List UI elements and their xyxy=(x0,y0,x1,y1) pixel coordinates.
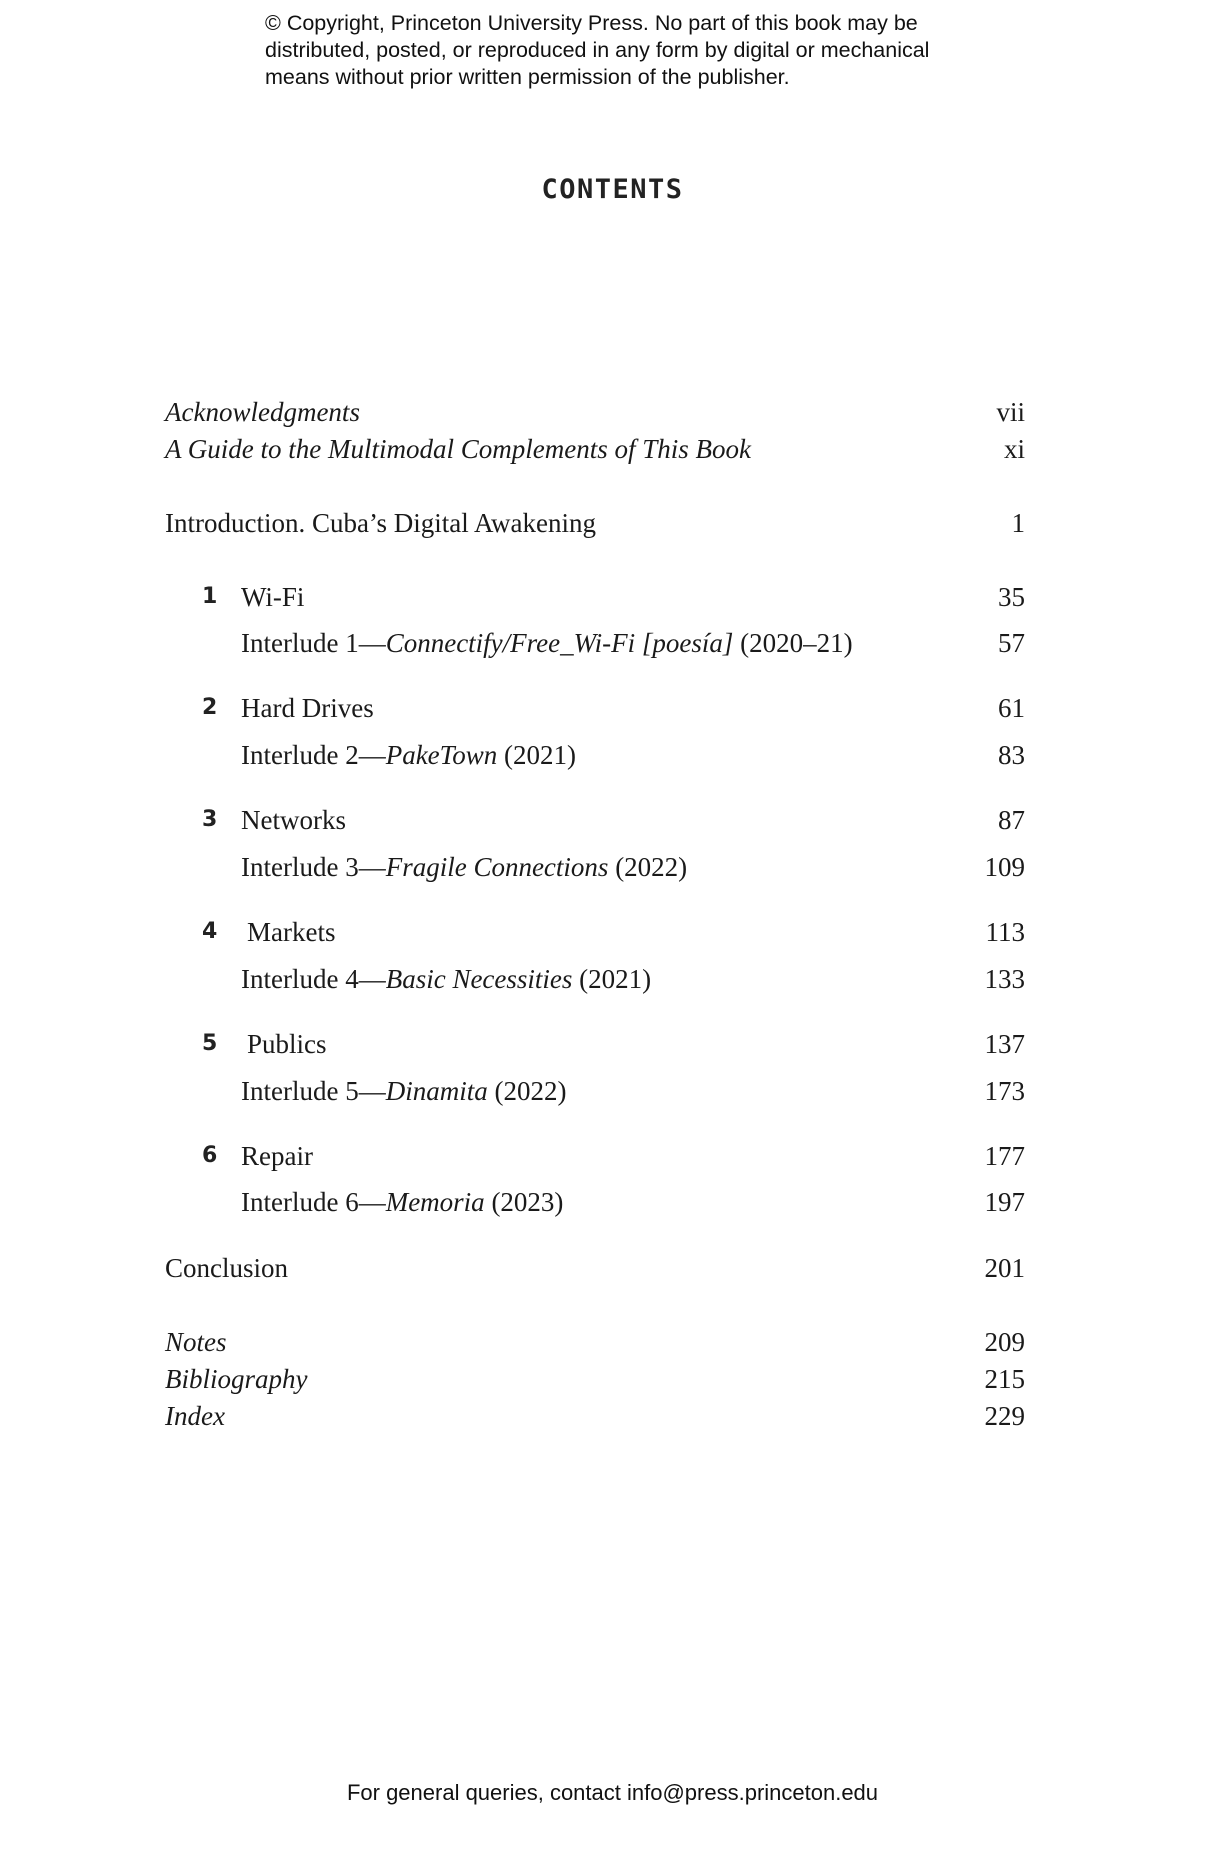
footer-contact: For general queries, contact info@press.princeton.edu xyxy=(346,1780,879,1805)
toc-interlude-2[interactable] xyxy=(0,740,1225,776)
toc-entry-label: Notes xyxy=(165,1327,227,1357)
toc-page-number: xi xyxy=(1003,434,1025,464)
chapter-number: 6 xyxy=(202,1143,218,1168)
toc-entry-label: Acknowledgments xyxy=(165,397,360,427)
toc-chapter-6[interactable] xyxy=(0,1141,1225,1177)
toc-page-number: 173 xyxy=(984,1076,1025,1106)
toc-page-number: 61 xyxy=(998,693,1025,723)
interlude-label: Interlude 4—Basic Necessities (2021) xyxy=(241,964,652,994)
copyright-line-2: distributed, posted, or reproduced in any form by digital or mechanical xyxy=(265,38,930,62)
toc-page-number: 229 xyxy=(984,1401,1025,1431)
toc-page-number: 109 xyxy=(984,852,1025,882)
toc-page-number: 201 xyxy=(984,1253,1025,1283)
toc-page-number: 215 xyxy=(984,1364,1025,1394)
toc-page-number: vii xyxy=(996,397,1025,427)
toc-interlude-5[interactable] xyxy=(0,1076,1225,1112)
toc-page-number: 137 xyxy=(984,1029,1025,1059)
toc-page-number: 35 xyxy=(998,582,1025,612)
interlude-label: Interlude 2—PakeTown (2021) xyxy=(241,740,576,770)
toc-entry-label: Introduction. Cuba’s Digital Awakening xyxy=(165,508,596,538)
toc-page-number: 87 xyxy=(998,805,1025,835)
chapter-number: 3 xyxy=(202,807,218,832)
toc-page-number: 133 xyxy=(984,964,1025,994)
toc-entry-introduction[interactable] xyxy=(0,508,1225,544)
toc-page-number: 113 xyxy=(985,917,1025,947)
toc-page-number: 197 xyxy=(984,1187,1025,1217)
copyright-line-1: © Copyright, Princeton University Press. No part of this book may be xyxy=(265,11,918,35)
toc-page-number: 177 xyxy=(984,1141,1025,1171)
toc-interlude-4[interactable] xyxy=(0,964,1225,1000)
chapter-title: Hard Drives xyxy=(241,693,374,723)
toc-chapter-2[interactable] xyxy=(0,693,1225,729)
toc-entry-bibliography[interactable] xyxy=(0,1364,1225,1400)
toc-chapter-3[interactable] xyxy=(0,805,1225,841)
copyright-line-3: means without prior written permission of the publisher. xyxy=(265,65,790,89)
toc-page-number: 1 xyxy=(1011,508,1025,538)
toc-entry-acknowledgments[interactable] xyxy=(0,397,1225,433)
toc-page-number: 209 xyxy=(984,1327,1025,1357)
toc-chapter-5[interactable] xyxy=(0,1029,1225,1065)
toc-chapter-1[interactable] xyxy=(0,582,1225,618)
chapter-title: Networks xyxy=(241,805,346,835)
toc-entry-label: Conclusion xyxy=(165,1253,289,1283)
page-title: CONTENTS xyxy=(541,174,684,205)
chapter-title: Publics xyxy=(247,1029,327,1059)
toc-page-number: 57 xyxy=(998,628,1025,658)
chapter-number: 4 xyxy=(202,919,218,944)
chapter-number: 1 xyxy=(202,584,218,609)
chapter-title: Markets xyxy=(247,917,336,947)
toc-entry-label: A Guide to the Multimodal Complements of This Book xyxy=(165,434,751,464)
toc-chapter-4[interactable] xyxy=(0,917,1225,953)
chapter-number: 5 xyxy=(202,1031,218,1056)
chapter-title: Repair xyxy=(241,1141,313,1171)
toc-entry-conclusion[interactable] xyxy=(0,1253,1225,1289)
toc-entry-multimodal-guide[interactable] xyxy=(0,434,1225,470)
chapter-number: 2 xyxy=(202,695,218,720)
toc-page-number: 83 xyxy=(998,740,1025,770)
toc-entry-label: Bibliography xyxy=(165,1364,308,1394)
toc-interlude-6[interactable] xyxy=(0,1187,1225,1223)
toc-entry-label: Index xyxy=(165,1401,225,1431)
interlude-label: Interlude 6—Memoria (2023) xyxy=(241,1187,564,1217)
toc-entry-index[interactable] xyxy=(0,1401,1225,1437)
interlude-label: Interlude 3—Fragile Connections (2022) xyxy=(241,852,688,882)
toc-interlude-1[interactable] xyxy=(0,628,1225,664)
interlude-label: Interlude 5—Dinamita (2022) xyxy=(241,1076,567,1106)
toc-entry-notes[interactable] xyxy=(0,1327,1225,1363)
toc-interlude-3[interactable] xyxy=(0,852,1225,888)
interlude-label: Interlude 1—Connectify/Free_Wi-Fi [poesía] (2020–21) xyxy=(241,628,853,658)
chapter-title: Wi-Fi xyxy=(241,582,305,612)
